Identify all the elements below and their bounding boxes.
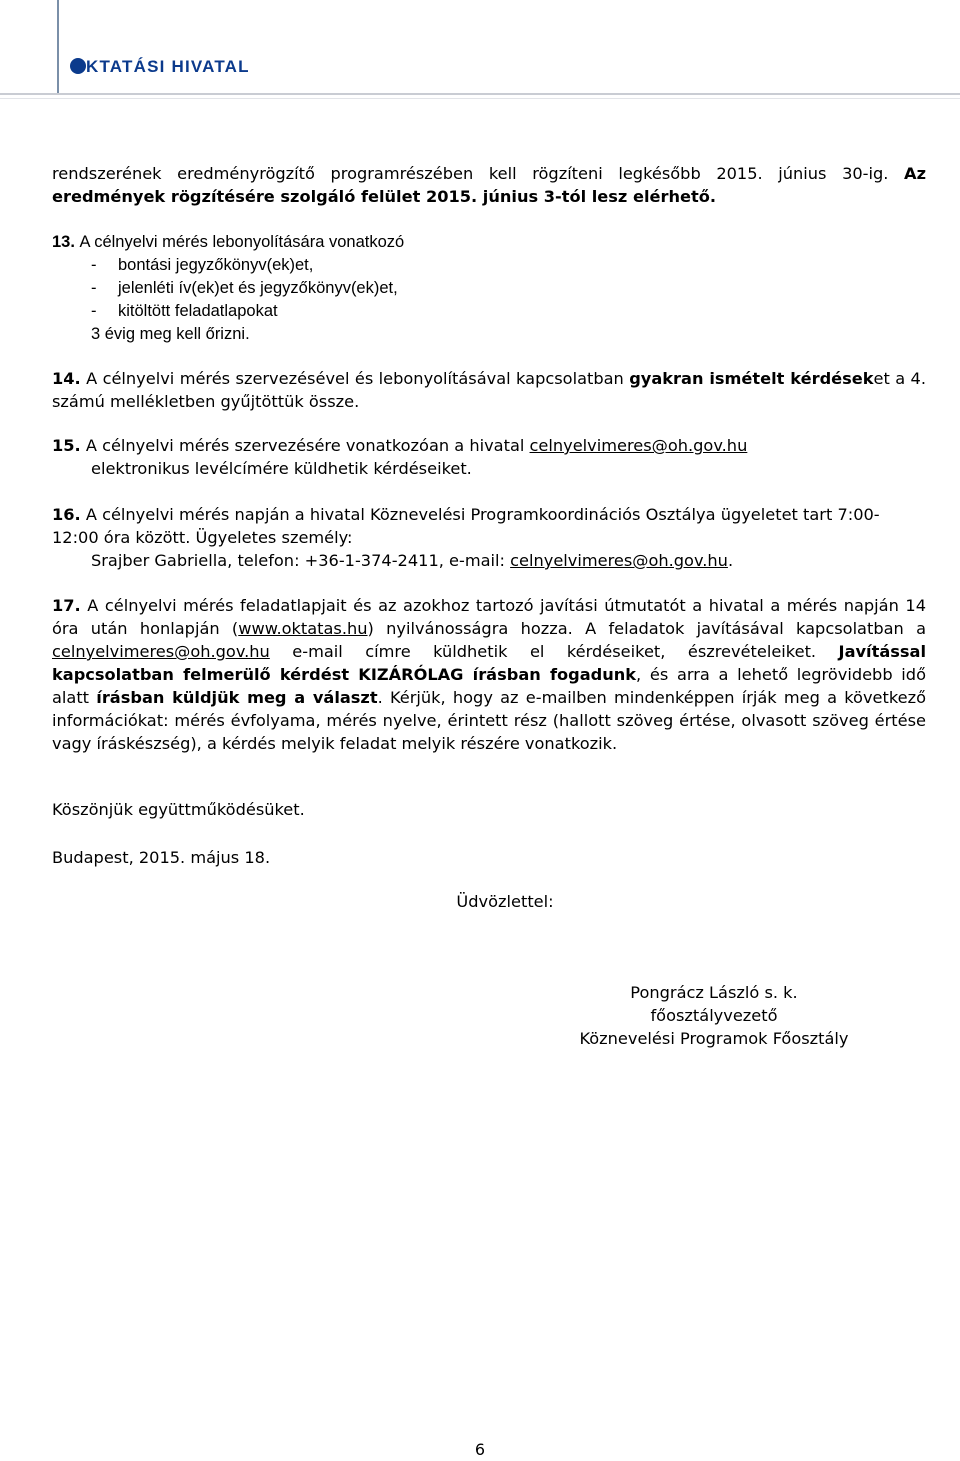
item-13 — [52, 231, 926, 346]
item-15: 15. A célnyelvi mérés szervezésére vonatkozóan a hivatal celnyelvimeres@oh.gov.hu elektronikus levélcímére küldhetik kérdéseiket. — [52, 436, 748, 478]
logo-vertical-rule — [57, 0, 59, 95]
item-13-tail: 3 évig meg kell őrizni. — [91, 325, 250, 343]
intro-paragraph — [52, 162, 926, 208]
signer-role: főosztályvezető — [650, 1006, 778, 1025]
item-14: 14. A célnyelvi mérés szervezésével és lebonyolításával kapcsolatban gyakran ismételt kérdéseket a 4. számú mellékletben gyűjtöttük össze. — [52, 369, 926, 411]
item-13-list-item: - bontási jegyzőkönyv(ek)et, — [91, 256, 314, 274]
item-17-number: 17. — [52, 596, 81, 615]
item-14-number: 14. — [52, 369, 81, 388]
page-number: 6 — [474, 1440, 486, 1459]
header-rule — [0, 93, 960, 95]
header-rule-secondary — [0, 98, 960, 99]
item-14-bold: gyakran ismételt kérdések — [629, 369, 874, 388]
item-17-bold-1: Javítással kapcsolatban felmerülő kérdést KIZÁRÓLAG írásban fogadunk — [52, 642, 926, 684]
item-13-list-item: - jelenléti ív(ek)et és jegyzőkönyv(ek)et, — [91, 279, 398, 297]
item-15-number: 15. — [52, 436, 81, 455]
item-17: 17. A célnyelvi mérés feladatlapjait és az azokhoz tartozó javítási útmutatót a hivatal a mérés napján 14 óra után honlapján (www.oktatas.hu) nyilvánosságra hozza. A feladatok javításával kapcsolatban a celnyelvimeres@oh.gov.hu e-mail címre küldhetik el kérdéseiket, észrevételeiket. Javítással kapcsolatban felmerülő kérdést KIZÁRÓLAG írásban fogadunk, és arra a lehető legrövidebb idő alatt írásban küldjük meg a választ. Kérjük, hogy az e-mailben mindenképpen írják meg a következő információkat: mérés évfolyama, mérés nyelve, érintett rész (hallott szöveg értése, olvasott szöveg értése vagy íráskészség), a kérdés melyik feladat melyik részére vonatkozik. — [52, 596, 927, 753]
intro-bold-text: Az eredmények rögzítésére szolgáló felület 2015. június 3-tól lesz elérhető. — [52, 164, 926, 206]
email-link[interactable]: celnyelvimeres@oh.gov.hu — [510, 551, 728, 570]
email-link[interactable]: celnyelvimeres@oh.gov.hu — [52, 642, 270, 661]
logo-dot-icon — [70, 58, 86, 74]
item-16: 16. A célnyelvi mérés napján a hivatal Köznevelési Programkoordinációs Osztálya ügyeletet tart 7:00-12:00 óra között. Ügyeletes személy: Srajber Gabriella, telefon: +36-1-374-2411, e-mail: celnyelvimeres@oh.gov.hu. — [52, 505, 880, 570]
place-date: Budapest, 2015. május 18. — [52, 848, 271, 867]
signature-block — [540, 981, 888, 1050]
item-17-bold-2: írásban küldjük meg a választ — [96, 688, 378, 707]
thanks-line: Köszönjük együttműködésüket. — [52, 800, 305, 819]
intro-text: rendszerének eredményrögzítő programrészében kell rögzíteni legkésőbb 2015. június 30-ig. — [52, 164, 905, 183]
signer-name: Pongrácz László s. k. — [630, 983, 798, 1002]
website-link[interactable]: www.oktatas.hu — [238, 619, 368, 638]
logo-text: KTATÁSI HIVATAL — [86, 57, 250, 76]
email-link[interactable]: celnyelvimeres@oh.gov.hu — [529, 436, 748, 455]
greeting: Üdvözlettel: — [456, 892, 554, 911]
item-13-list-item: - kitöltött feladatlapokat — [91, 302, 278, 320]
signer-department: Köznevelési Programok Főosztály — [579, 1029, 849, 1048]
item-13-number: 13. — [52, 233, 75, 251]
item-16-number: 16. — [52, 505, 81, 524]
item-13-text: A célnyelvi mérés lebonyolítására vonatkozó — [79, 233, 405, 251]
